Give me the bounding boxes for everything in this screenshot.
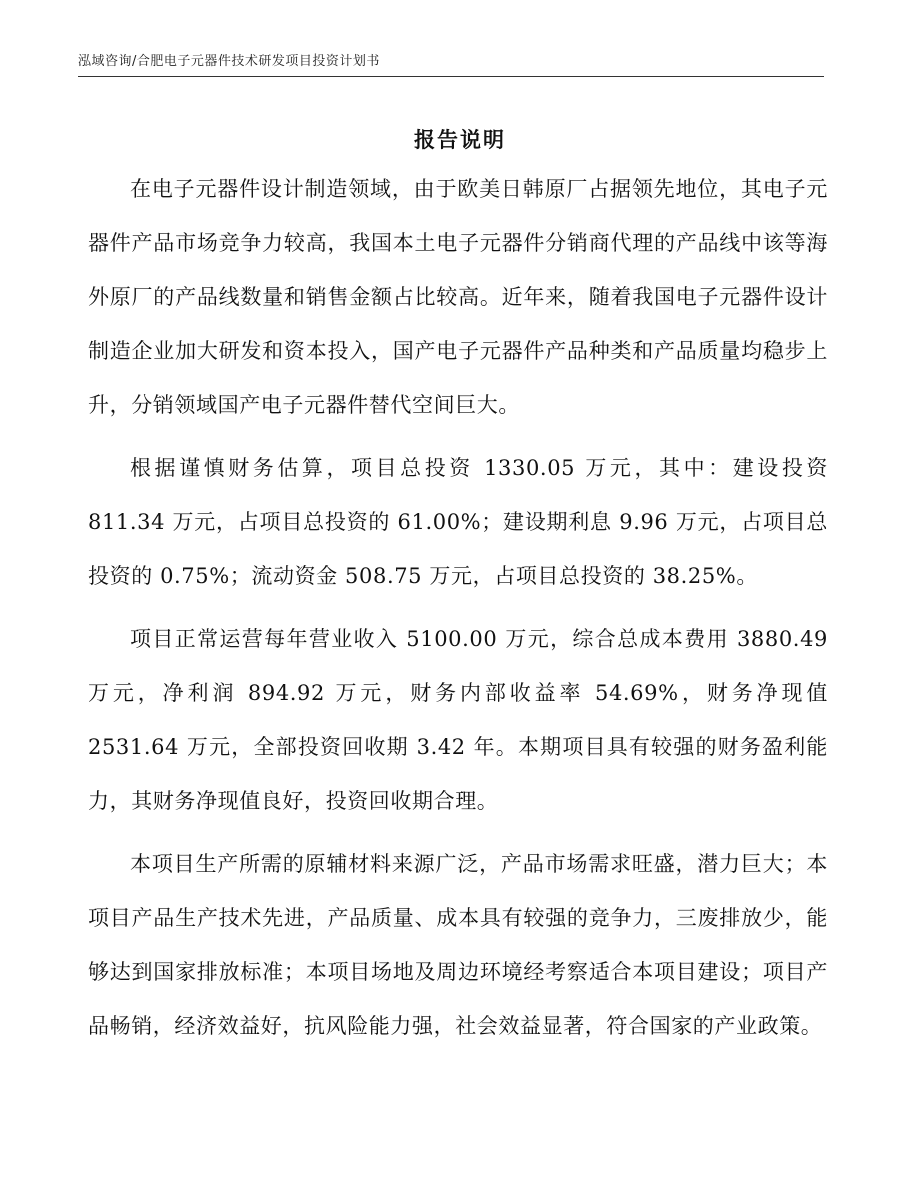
- paragraph-financial-returns: 项目正常运营每年营业收入 5100.00 万元，综合总成本费用 3880.49 万元，净利润 894.92 万元，财务内部收益率 54.69%，财务净现值 2531.64 万元，全部投资回收期 3.42 年。本期项目具有较强的财务盈利能力，其财务净现值良好，投资回收期合理。: [88, 627, 828, 813]
- paragraph-investment-estimate: 根据谨慎财务估算，项目总投资 1330.05 万元，其中：建设投资 811.34 万元，占项目总投资的 61.00%；建设期利息 9.96 万元，占项目总投资的 0.75%；流动资金 508.75 万元，占项目总投资的 38.25%。: [88, 456, 828, 588]
- paragraph-market-background: 在电子元器件设计制造领域，由于欧美日韩原厂占据领先地位，其电子元器件产品市场竞争力较高，我国本土电子元器件分销商代理的产品线中该等海外原厂的产品线数量和销售金额占比较高。近年来，随着我国电子元器件设计制造企业加大研发和资本投入，国产电子元器件产品种类和产品质量均稳步上升，分销领域国产电子元器件替代空间巨大。: [88, 177, 828, 417]
- running-header: 泓域咨询/合肥电子元器件技术研发项目投资计划书: [78, 54, 380, 69]
- page-title: 报告说明: [414, 128, 506, 152]
- header-divider: [78, 76, 824, 77]
- paragraph-project-advantages: 本项目生产所需的原辅材料来源广泛，产品市场需求旺盛，潜力巨大；本项目产品生产技术先进，产品质量、成本具有较强的竞争力，三废排放少，能够达到国家排放标准；本项目场地及周边环境经考察适合本项目建设；项目产品畅销，经济效益好，抗风险能力强，社会效益显著，符合国家的产业政策。: [88, 852, 828, 1038]
- report-body: [88, 162, 828, 1062]
